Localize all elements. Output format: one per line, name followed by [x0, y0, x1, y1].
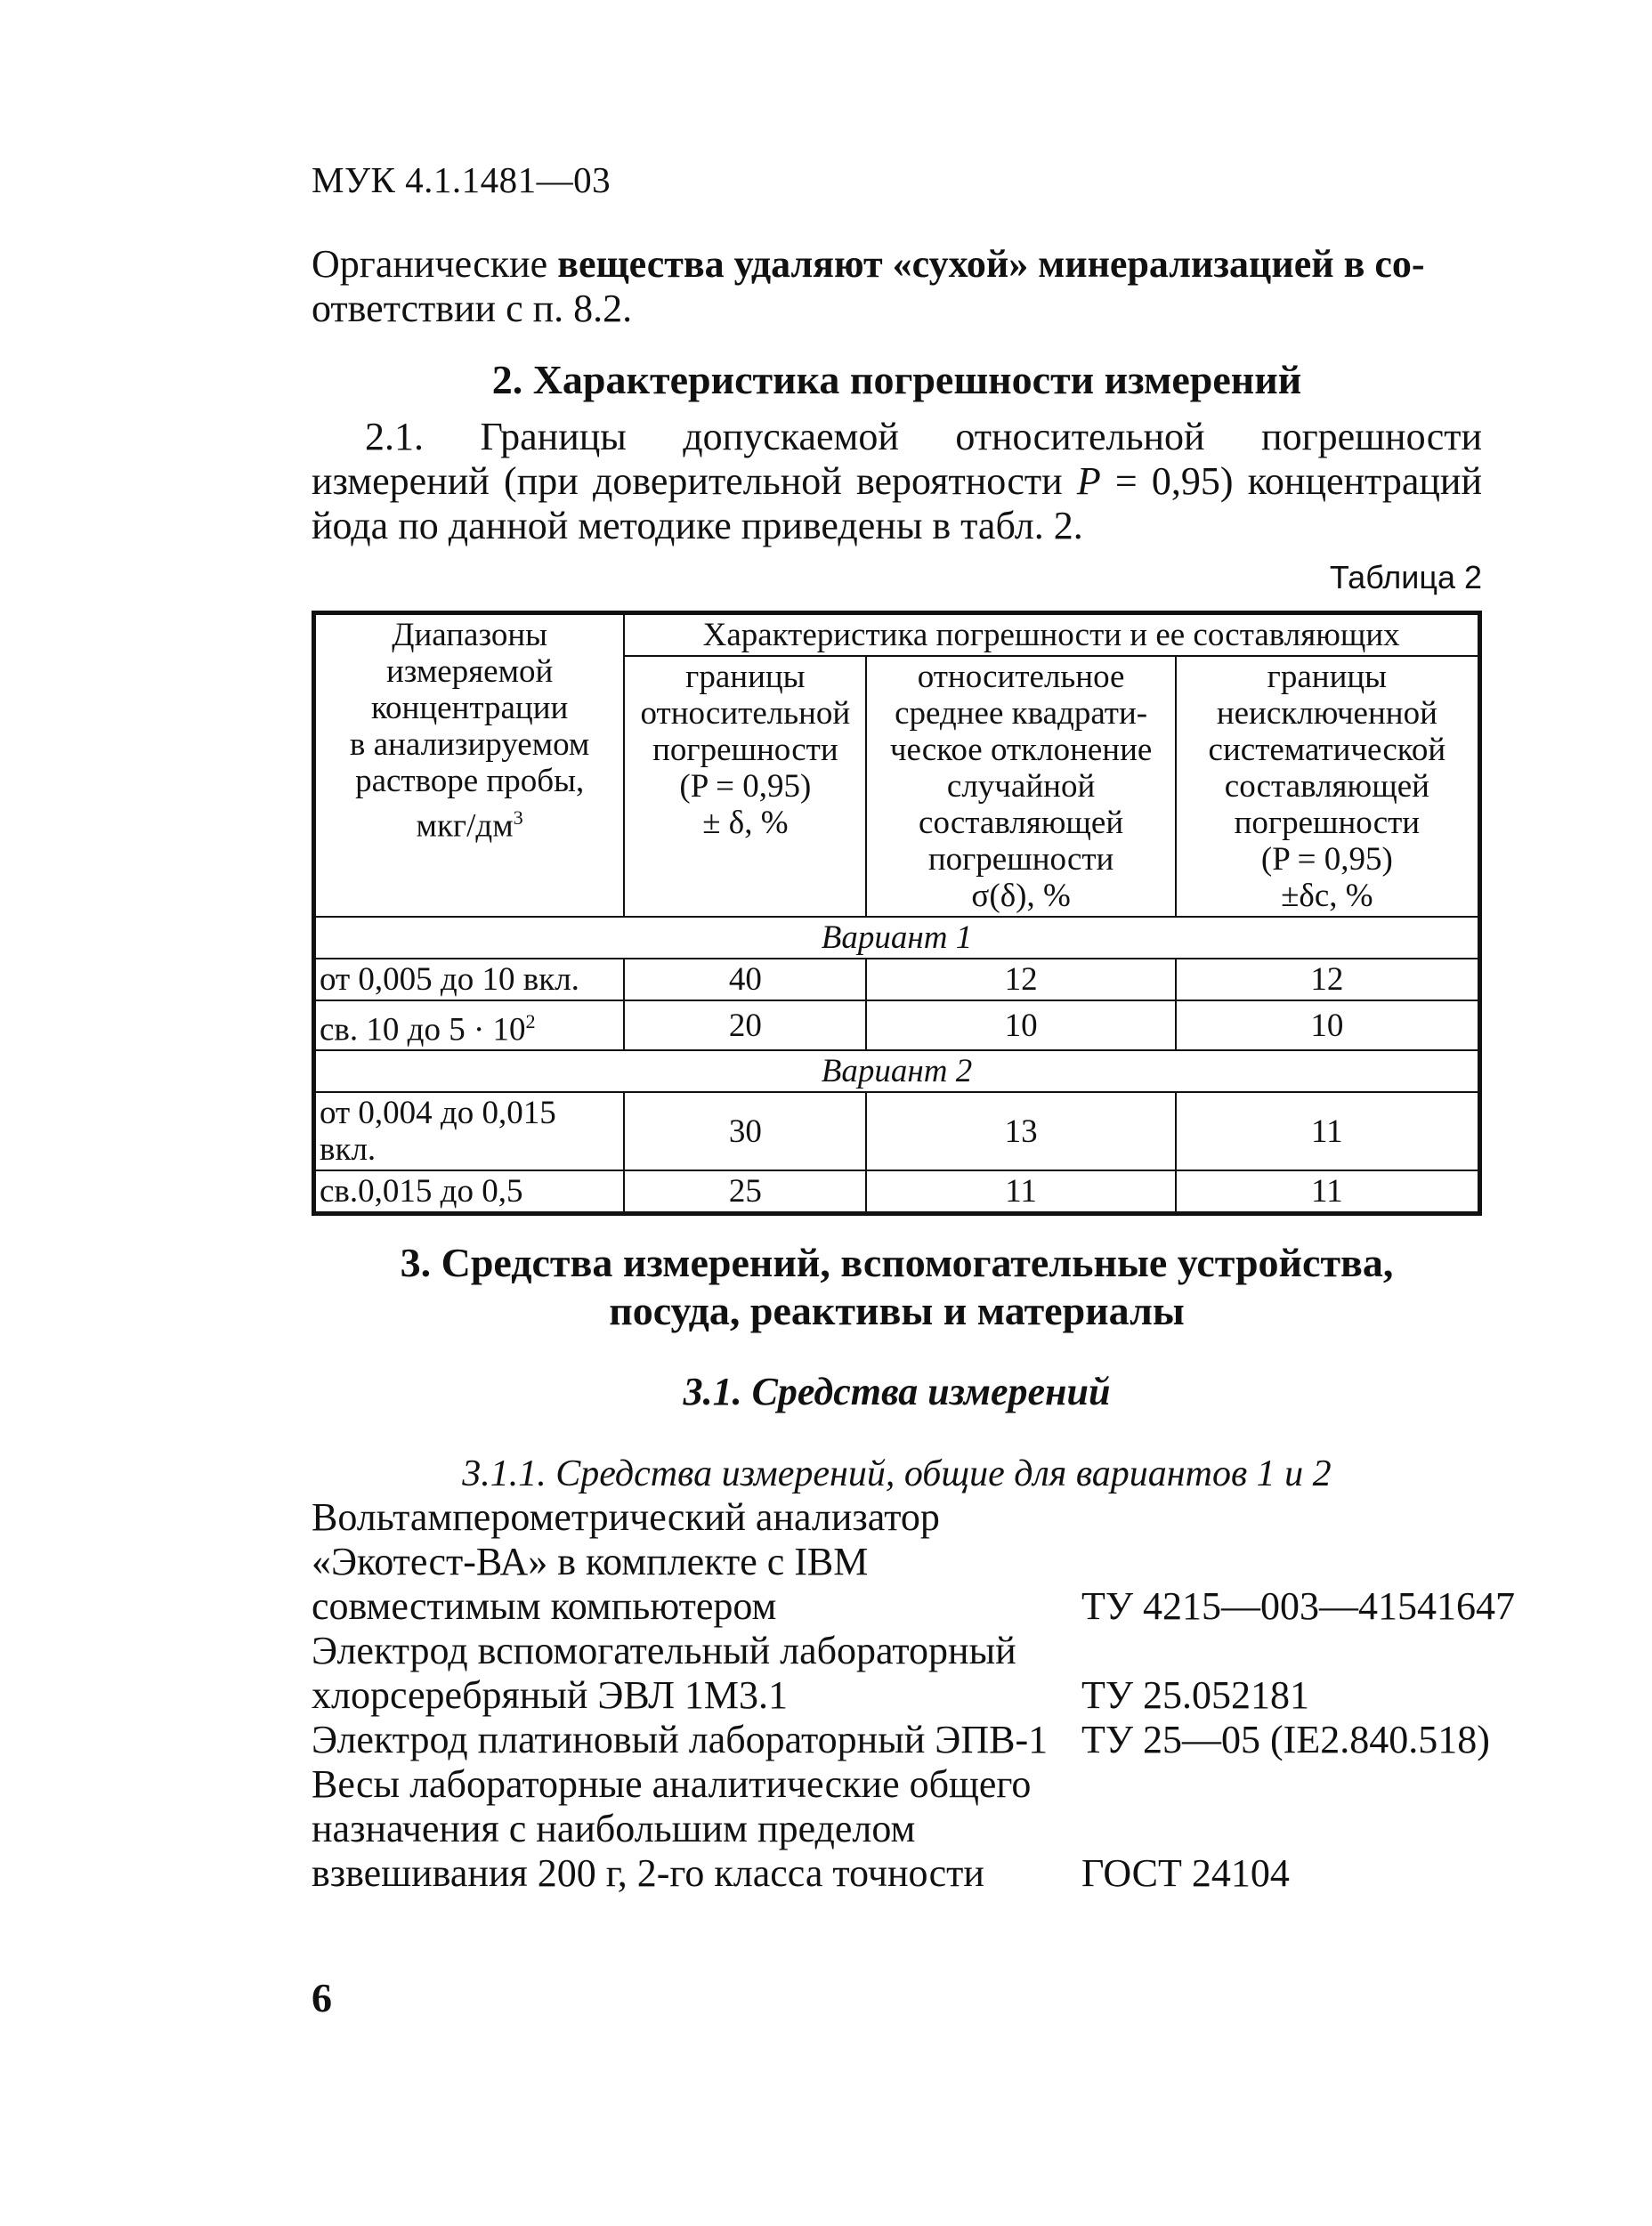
- col1-unit: мкг/дм: [416, 807, 514, 845]
- table-caption: Таблица 2: [1329, 559, 1482, 595]
- table-row: св.0,015 до 0,5 25 11 11: [314, 1170, 1480, 1214]
- table-row: св. 10 до $5 \cdot 10^2$ 20 10 10: [314, 1000, 1480, 1050]
- variant-1-row: Вариант 1: [314, 917, 1480, 959]
- page-number: 6: [312, 1975, 332, 2020]
- list-item: Электрод платиновый лабораторный ЭПВ-1 ТУ 25—05 (IE2.840.518): [312, 1718, 1490, 1761]
- subsection-3-1-title: 3.1. Средства измерений: [683, 1370, 1111, 1413]
- list-item: Вольтамперометрический анализатор «Экотест-ВА» в комплекте с IBM совместимым компьютером ТУ 4215—003—41541647: [312, 1495, 1516, 1628]
- group-header: Характеристика погрешности и ее составляющих: [624, 613, 1479, 657]
- intro-text-bold: вещества удаляют «сухой» минерализацией в со-: [557, 242, 1425, 286]
- variant-2-row: Вариант 2: [314, 1050, 1480, 1092]
- error-characteristics-table: [312, 611, 1482, 1216]
- table-row: от 0,005 до 10 вкл. 40 12 12: [314, 959, 1480, 1000]
- section-3-title: 3. Средства измерений, вспомогательные устройства, посуда, реактивы и материалы: [400, 1240, 1394, 1333]
- col2-header: границы относительной погрешности (P = 0,95) ± δ, %: [624, 656, 866, 917]
- section-2-text-pre: 2.1. Границы допускаемой относительной погрешности измерений (при доверительной вероятности: [312, 415, 1482, 503]
- list-item: Электрод вспомогательный лабораторный хлорсеребряный ЭВЛ 1М3.1 ТУ 25.052181: [312, 1629, 1310, 1717]
- equipment-list: [312, 1495, 1540, 1896]
- col1-header: Диапазоны измеряемой концентрации в анализируемом растворе пробы, мкг/$дм^3$: [314, 613, 625, 918]
- document-code: МУК 4.1.1481—03: [312, 159, 611, 200]
- section-2-text-post: = 0,95) концентраций йода по данной методике приведены в табл. 2.: [312, 459, 1482, 547]
- col4-header: границы неисключенной систематической составляющей погрешности (P = 0,95) ±δс, %: [1176, 656, 1480, 917]
- section-2-text-p: P: [1076, 459, 1101, 503]
- list-item: Весы лабораторные аналитические общего назначения с наибольшим пределом взвешивания 200 г, 2-го класса точности ГОСТ 24104: [312, 1762, 1290, 1895]
- intro-text-normal: Органические: [312, 242, 558, 286]
- intro-paragraph: [312, 242, 1482, 331]
- intro-text-line2: ответствии с п. 8.2.: [312, 287, 633, 330]
- subsection-3-1-1-title: 3.1.1. Средства измерений, общие для вариантов 1 и 2: [462, 1453, 1332, 1494]
- section-2-title: 2. Характеристика погрешности измерений: [491, 357, 1302, 402]
- table-row: от 0,004 до 0,015 вкл. 30 13 11: [314, 1092, 1480, 1170]
- section-2-paragraph: [312, 415, 1482, 548]
- col3-header: относительное среднее квадрати- ческое отклонение случайной составляющей погрешности σ(δ), %: [866, 656, 1175, 917]
